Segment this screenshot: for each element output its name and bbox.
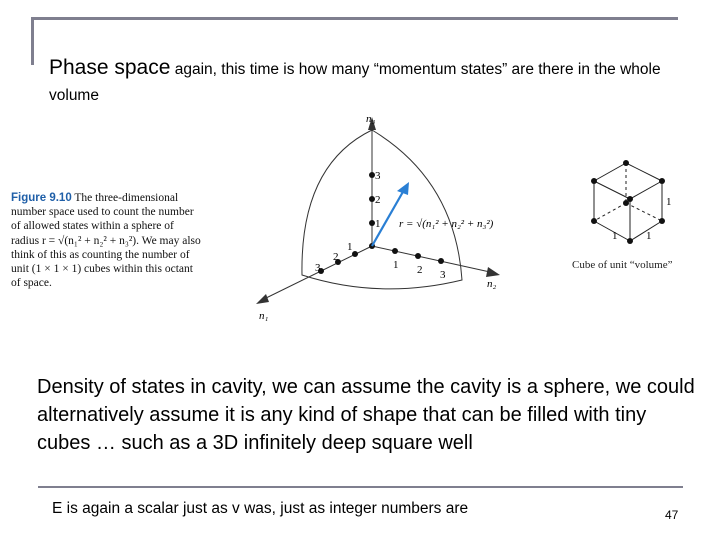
n1-label-2: 2	[333, 251, 339, 263]
n1-label-1: 1	[347, 241, 353, 253]
figure-caption	[11, 191, 201, 290]
figure-number: Figure 9.10	[11, 192, 72, 204]
n2-tick-1	[392, 248, 398, 254]
cube-edge-label-bottom-left: 1	[612, 230, 618, 242]
title-rest: again, this time is how many “momentum states” are there in the whole volume	[49, 61, 661, 104]
unit-cube-vertices	[591, 160, 665, 244]
n2-arrowhead	[486, 267, 500, 277]
body-text: Density of states in cavity, we can assume the cavity is a sphere, we could alternatively assume it is any kind of shape that can be filled with tiny cubes … such as a 3D infinitely deep square well	[37, 376, 695, 454]
page-number: 47	[665, 508, 679, 522]
n2-tick-2	[415, 253, 421, 259]
n3-label-3: 3	[375, 170, 381, 182]
n2-label-2: 2	[417, 264, 423, 276]
n3-label-2: 2	[375, 194, 381, 206]
slide-title	[49, 55, 689, 109]
radius-arrowhead	[397, 182, 409, 195]
cube-edge-label-right: 1	[666, 196, 672, 208]
figure-9-10	[0, 105, 720, 335]
n2-label-1: 1	[393, 259, 399, 271]
n2-label-3: 3	[440, 269, 446, 281]
n3-label-1: 1	[375, 218, 381, 230]
n2-tick-3	[438, 258, 444, 264]
octant-sphere-outline	[302, 130, 462, 289]
n2-axis	[372, 246, 490, 272]
figure-caption-text: The three-dimensional number space used to count the number of allowed states within a sphere of radius r = √(n₁² + n₂² + n₃²). We may also think of this as counting the number of unit (1 × 1 × 1) cubes within this octant of space.	[11, 192, 201, 290]
n1-tick-1	[352, 251, 358, 257]
axis-label-n1: n₁	[259, 310, 269, 322]
slide-frame-top	[31, 17, 678, 20]
n1-arrowhead	[256, 294, 269, 304]
axis-label-n3: n₃	[366, 113, 376, 125]
footnote: E is again a scalar just as v was, just as integer numbers are	[52, 500, 469, 517]
footer-rule	[38, 486, 683, 488]
n1-label-3: 3	[315, 262, 321, 274]
slide-frame-left	[31, 17, 34, 65]
cube-edge-label-bottom-right: 1	[646, 230, 652, 242]
title-phrase: Phase space	[49, 56, 171, 79]
axis-label-n2: n₂	[487, 278, 497, 290]
cube-caption: Cube of unit “volume”	[572, 259, 673, 271]
radius-formula: r = √(n₁² + n₂² + n₃²)	[399, 218, 494, 230]
